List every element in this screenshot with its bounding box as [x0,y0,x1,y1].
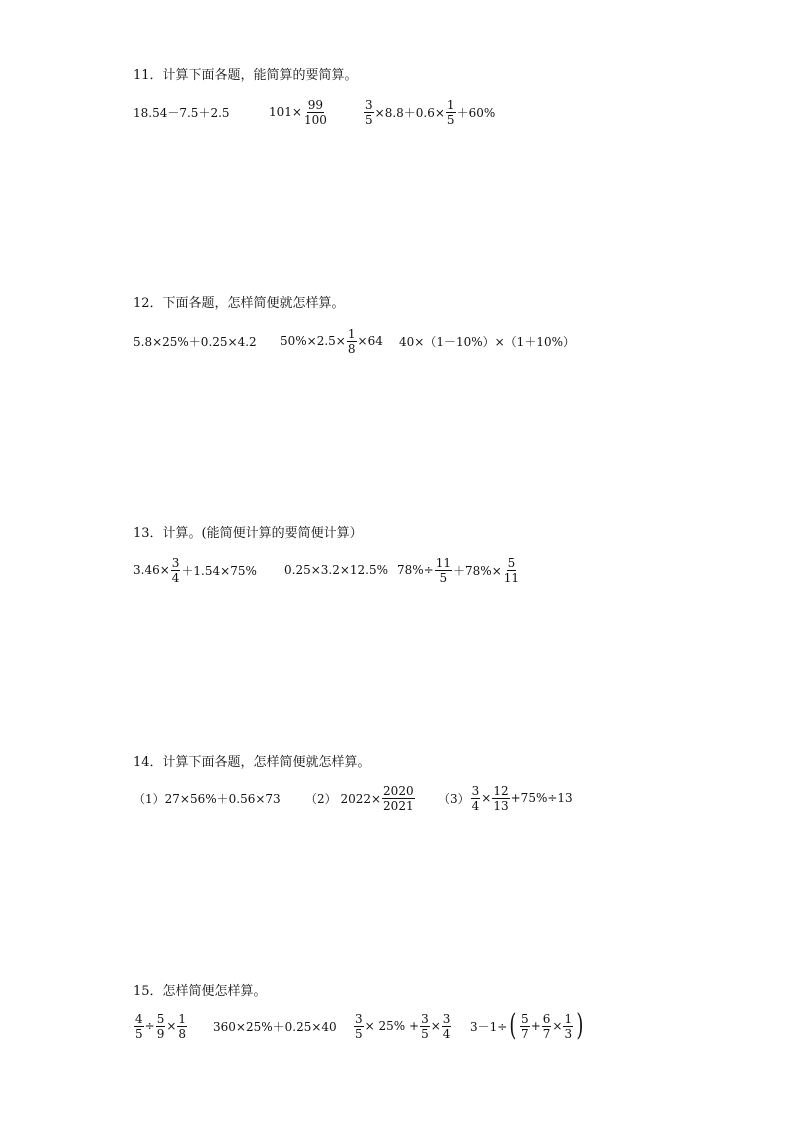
fraction [435,556,452,585]
expression-text: + [530,1019,541,1033]
fraction [542,1012,552,1041]
denominator: 7 [521,1026,529,1041]
expression-12-3: 40×（1－10%）×（1＋10%） [399,334,575,349]
question-12-title: 12．下面各题，怎样简便就怎样算。 [133,296,345,311]
numerator: 5 [507,555,516,570]
denominator: 8 [347,341,356,356]
expression-13-3 [397,550,521,590]
expression-text: ×8.8＋0.6× [374,105,445,120]
denominator: 5 [446,112,455,127]
expression-13-1 [133,550,257,590]
question-11-title: 11．计算下面各题，能简算的要简算。 [133,68,358,83]
fraction [563,1012,573,1041]
fraction [134,1012,144,1041]
fraction [382,784,415,813]
left-paren: ( [509,1008,517,1043]
numerator: 99 [307,97,324,112]
expression-15-4 [470,1006,586,1046]
denominator: 4 [171,570,180,585]
numerator: 5 [156,1011,165,1026]
denominator: 5 [355,1026,363,1041]
expression-text: 3－1÷ [470,1019,508,1034]
numerator: 12 [493,783,509,798]
fraction [442,1012,452,1041]
numerator: 2020 [383,783,414,798]
question-14-title: 14．计算下面各题，怎样简便就怎样算。 [133,755,371,770]
expression-text: ＋60% [456,105,496,120]
expression-text: 101× [269,105,302,119]
fraction [156,1012,166,1041]
denominator: 4 [471,798,480,813]
numerator: 6 [542,1011,551,1026]
numerator: 1 [564,1011,573,1026]
numerator: 5 [521,1011,529,1026]
expression-14-3 [438,778,573,818]
expression-text: × 25% + [364,1019,420,1033]
numerator: 3 [442,1011,451,1026]
fraction [303,98,328,127]
fraction [503,556,520,585]
denominator: 8 [178,1026,187,1041]
expression-11-3 [363,92,495,132]
numerator: 1 [347,326,356,341]
fraction [171,556,181,585]
denominator: 5 [365,112,373,127]
denominator: 5 [439,570,448,585]
denominator: 3 [564,1026,573,1041]
question-15-title: 15．怎样简便怎样算。 [133,984,267,999]
expression-15-2: 360×25%＋0.25×40 [213,1019,337,1034]
numerator: 3 [421,1011,429,1026]
expression-11-1: 18.54－7.5＋2.5 [133,105,230,120]
fraction [347,327,357,356]
expression-text: 50%×2.5× [280,334,346,348]
expression-12-2 [280,321,383,361]
denominator: 13 [493,798,509,813]
denominator: 9 [156,1026,165,1041]
denominator: 2021 [383,798,414,813]
fraction [364,98,374,127]
expression-11-2 [269,92,329,132]
denominator: 4 [442,1026,451,1041]
numerator: 3 [355,1011,363,1026]
expression-text: +75%÷13 [510,791,573,805]
expression-15-3 [353,1006,452,1046]
denominator: 7 [542,1026,551,1041]
expression-text: 3.46× [133,563,170,577]
numerator: 11 [435,555,452,570]
expression-text: ＋78%× [453,563,502,578]
numerator: 1 [178,1011,187,1026]
expression-text: ＋1.54×75% [181,563,257,578]
right-paren: ) [576,1008,584,1043]
fraction [420,1012,430,1041]
numerator: 3 [471,783,480,798]
expression-text: （2） 2022× [305,791,382,806]
expression-text: × [552,1019,563,1033]
denominator: 100 [303,112,327,127]
fraction [471,784,481,813]
expression-text: × [430,1019,441,1033]
denominator: 11 [503,570,520,585]
denominator: 5 [421,1026,429,1041]
expression-13-2: 0.25×3.2×12.5% [284,563,389,577]
fraction [520,1012,530,1041]
expression-text: ×64 [357,334,383,348]
numerator: 3 [171,555,180,570]
fraction [177,1012,187,1041]
expression-14-1: （1）27×56%＋0.56×73 [133,791,281,806]
expression-text: 78%÷ [397,563,434,577]
expression-text: （3） [438,791,470,806]
expression-text: × [481,791,492,805]
denominator: 5 [135,1026,143,1041]
question-13-title: 13．计算。(能简便计算的要简便计算） [133,526,363,541]
expression-14-2 [305,778,416,818]
expression-12-1: 5.8×25%＋0.25×4.2 [133,334,257,349]
numerator: 1 [446,97,455,112]
expression-text: × [166,1019,177,1033]
numerator: 4 [135,1011,143,1026]
fraction [492,784,509,813]
expression-text: ÷ [144,1019,155,1033]
fraction [354,1012,364,1041]
expression-15-1 [133,1006,188,1046]
fraction [446,98,456,127]
numerator: 3 [365,97,373,112]
